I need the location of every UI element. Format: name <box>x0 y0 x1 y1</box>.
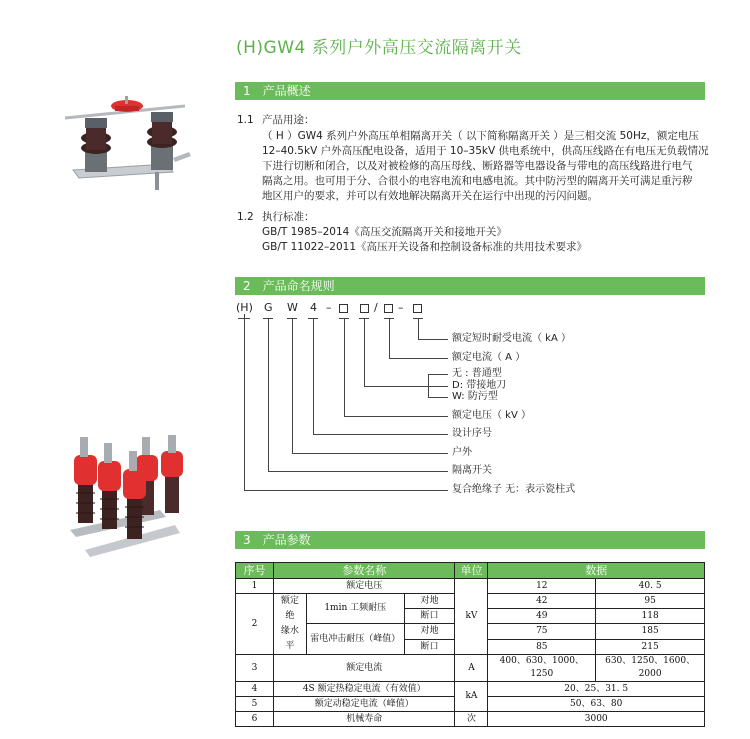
cell-value: 400、630、1000、1250 <box>488 655 596 682</box>
paragraph-line: 地区用户的要求，并可以有效地解决隔离开关在运行中出现的污闪问题。 <box>262 190 598 202</box>
section-number: 1 <box>243 84 251 98</box>
page-title: (H)GW4 系列户外高压交流隔离开关 <box>236 38 522 58</box>
cell-unit: kV <box>455 579 488 655</box>
group-line: 缘水 <box>280 626 299 636</box>
code-w: W <box>287 301 298 314</box>
cell-value: 3000 <box>488 712 705 727</box>
connector-line <box>268 318 269 471</box>
label-rated-voltage: 额定电压（ kV ） <box>452 410 531 421</box>
label-type-d: D: 带接地刀 <box>452 380 507 391</box>
table-row <box>236 712 705 727</box>
parameters-table <box>235 562 705 727</box>
connector-line <box>364 318 365 386</box>
table-row <box>236 682 705 697</box>
header-no: 序号 <box>236 563 274 579</box>
paragraph-line: 隔离之用。也可用于分、合很小的电容电流和电感电流。其中防污型的隔离开关可满足重污秽 <box>262 175 693 187</box>
paragraph-line: 12–40.5kV 户外高压配电设备，适用于 10–35kV 供电系统中，供高压线路在有电压无负载情况 <box>262 145 709 157</box>
cell-name: 机械寿命 <box>273 712 455 727</box>
label-short-time-current: 额定短时耐受电流（ kA ） <box>452 333 571 344</box>
connector-line <box>389 318 390 358</box>
cell-no: 5 <box>236 697 274 712</box>
table-header-row <box>236 563 705 579</box>
section-bar-overview <box>235 82 705 100</box>
cell-break: 断口 <box>404 640 455 655</box>
cell-no: 3 <box>236 655 274 682</box>
code-slash: / <box>374 301 378 314</box>
connector-line <box>244 490 448 491</box>
cell-value: 40. 5 <box>596 579 705 594</box>
connector-line <box>418 318 419 339</box>
three-pole-illustration-icon <box>50 425 200 570</box>
subsection-heading: 产品用途： <box>262 114 315 126</box>
single-pole-disconnector-photo <box>55 80 195 200</box>
subsection-heading: 执行标准： <box>262 211 315 223</box>
connector-line <box>292 453 448 454</box>
connector-line <box>389 358 448 359</box>
label-composite: 复合绝缘子 无：表示瓷柱式 <box>452 484 576 495</box>
connector-line <box>313 434 448 435</box>
bracket-line <box>428 374 448 375</box>
paragraph-line: （ H ）GW4 系列户外高压单相隔离开关（ 以下简称隔离开关 ）是三相交流 50Hz，额定电压 <box>262 130 699 142</box>
cell-no: 2 <box>236 594 274 655</box>
section-number: 2 <box>243 279 251 293</box>
bracket-line <box>428 386 448 387</box>
label-type-none: 无 : 普通型 <box>452 368 502 379</box>
cell-group <box>273 594 306 655</box>
three-pole-disconnector-photo <box>50 425 200 570</box>
standard-line: GB/T 11022–2011《高压开关设备和控制设备标准的共用技术要求》 <box>262 241 588 253</box>
header-unit: 单位 <box>455 563 488 579</box>
cell-subname: 雷电冲击耐压（峰值） <box>306 624 404 655</box>
cell-value: 50、63、80 <box>488 697 705 712</box>
cell-no: 1 <box>236 579 274 594</box>
cell-value: 630、1250、1600、2000 <box>596 655 705 682</box>
label-disconnector: 隔离开关 <box>452 465 492 476</box>
cell-ground: 对地 <box>404 594 455 609</box>
cell-value: 215 <box>596 640 705 655</box>
subsection-number: 1.1 <box>237 114 254 126</box>
cell-value: 20、25、31. 5 <box>488 682 705 697</box>
code-dash-2: – <box>398 301 404 314</box>
connector-line <box>244 314 245 490</box>
section-label: 产品概述 <box>262 84 311 98</box>
cell-no: 4 <box>236 682 274 697</box>
code-h: (H) <box>236 301 253 314</box>
label-design-no: 设计序号 <box>452 428 492 439</box>
connector-line <box>344 416 448 417</box>
connector-line <box>364 386 428 387</box>
section-label: 产品命名规则 <box>262 279 335 293</box>
cell-subname: 1min 工频耐压 <box>306 594 404 624</box>
cell-name: 额定电压 <box>273 579 455 594</box>
cell-unit: 次 <box>455 712 488 727</box>
cell-value: 49 <box>488 609 596 624</box>
bracket-line <box>428 397 448 398</box>
cell-value: 118 <box>596 609 705 624</box>
cell-ground: 对地 <box>404 624 455 640</box>
table-row <box>236 579 705 594</box>
section-bar-naming <box>235 277 705 295</box>
cell-value: 75 <box>488 624 596 640</box>
paragraph-line: 下进行切断和闭合，以及对被检修的高压母线、断路器等电器设备与带电的高压线路进行电气 <box>262 160 693 172</box>
group-line: 额定 <box>280 596 299 606</box>
header-data: 数据 <box>488 563 705 579</box>
label-outdoor: 户外 <box>452 447 472 458</box>
cell-name: 4S 额定热稳定电流（有效值） <box>273 682 455 697</box>
connector-line <box>268 471 448 472</box>
section-bar-params <box>235 531 705 549</box>
code-dash: – <box>326 301 332 314</box>
section-label: 产品参数 <box>262 533 311 547</box>
connector-line <box>292 318 293 453</box>
cell-break: 断口 <box>404 609 455 624</box>
connector-line <box>418 339 448 340</box>
header-name: 参数名称 <box>273 563 455 579</box>
cell-name: 额定动稳定电流（峰值） <box>273 697 455 712</box>
group-line: 绝 <box>285 611 295 621</box>
label-type-w: W: 防污型 <box>452 391 498 402</box>
cell-value: 12 <box>488 579 596 594</box>
standard-line: GB/T 1985–2014《高压交流隔离开关和接地开关》 <box>262 226 507 238</box>
code-box-voltage <box>339 303 348 316</box>
cell-value: 85 <box>488 640 596 655</box>
group-line: 平 <box>285 641 295 651</box>
code-4: 4 <box>310 301 317 314</box>
cell-value: 185 <box>596 624 705 640</box>
connector-line <box>344 318 345 416</box>
code-g: G <box>264 301 273 314</box>
connector-line <box>313 318 314 434</box>
subsection-number: 1.2 <box>237 211 254 223</box>
code-box-type <box>360 303 369 316</box>
cell-value: 42 <box>488 594 596 609</box>
table-row <box>236 655 705 682</box>
code-box-kA <box>413 303 422 316</box>
code-box-current <box>384 303 393 316</box>
cell-name: 额定电流 <box>273 655 455 682</box>
cell-unit: A <box>455 655 488 682</box>
cell-no: 6 <box>236 712 274 727</box>
disconnector-illustration-icon <box>55 80 195 200</box>
section-number: 3 <box>243 533 251 547</box>
label-rated-current: 额定电流（ A ） <box>452 352 526 363</box>
cell-value: 95 <box>596 594 705 609</box>
cell-unit: kA <box>455 682 488 712</box>
